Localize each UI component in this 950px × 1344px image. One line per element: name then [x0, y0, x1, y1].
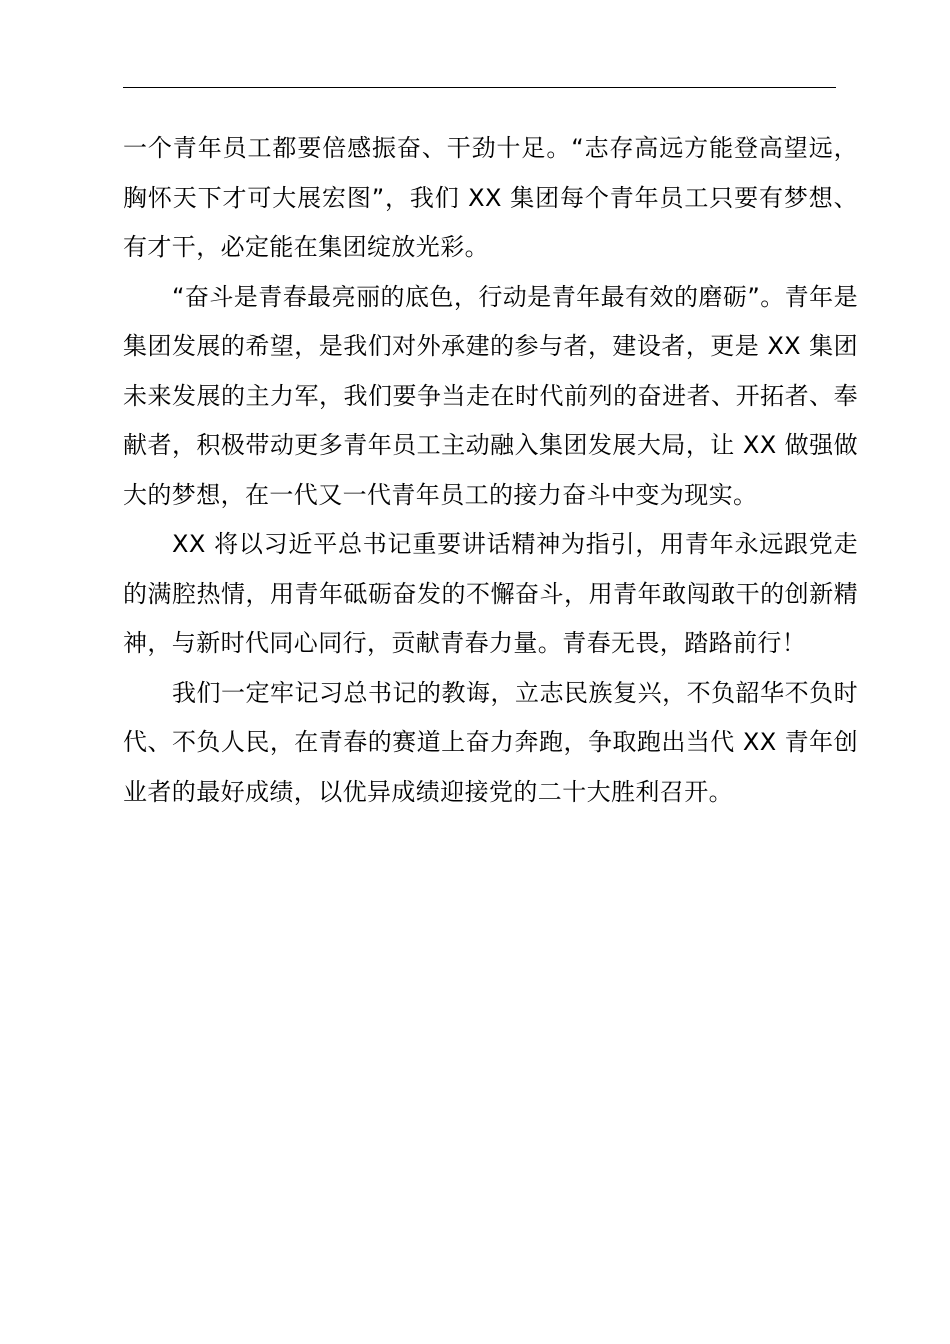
- paragraph-continued: 一个青年员工都要倍感振奋、干劲十足。“志存高远方能登高望远，胸怀天下才可大展宏图”，我们 XX 集团每个青年员工只要有梦想、有才干，必定能在集团绽放光彩。: [123, 134, 858, 261]
- paragraph: XX 将以习近平总书记重要讲话精神为指引，用青年永远跟党走的满腔热情，用青年砥砺奋发的不懈奋斗，用青年敢闯敢干的创新精神，与新时代同心同行，贡献青春力量。青春无畏，踏路前行！: [123, 530, 858, 657]
- paragraph: “奋斗是青春最亮丽的底色，行动是青年最有效的磨砺”。青年是集团发展的希望，是我们对外承建的参与者，建设者，更是 XX 集团未来发展的主力军，我们要争当走在时代前列的奋进者、开拓者、奉献者，积极带动更多青年员工主动融入集团发展大局，让 XX 做强做大的梦想，在一代又一代青年员工的接力奋斗中变为现实。: [123, 282, 858, 509]
- paragraph: 我们一定牢记习总书记的教诲，立志民族复兴，不负韶华不负时代、不负人民，在青春的赛道上奋力奔跑，争取跑出当代 XX 青年创业者的最好成绩，以优异成绩迎接党的二十大胜利召开。: [123, 678, 858, 806]
- document-body: [123, 124, 858, 817]
- header-rule: [123, 87, 836, 88]
